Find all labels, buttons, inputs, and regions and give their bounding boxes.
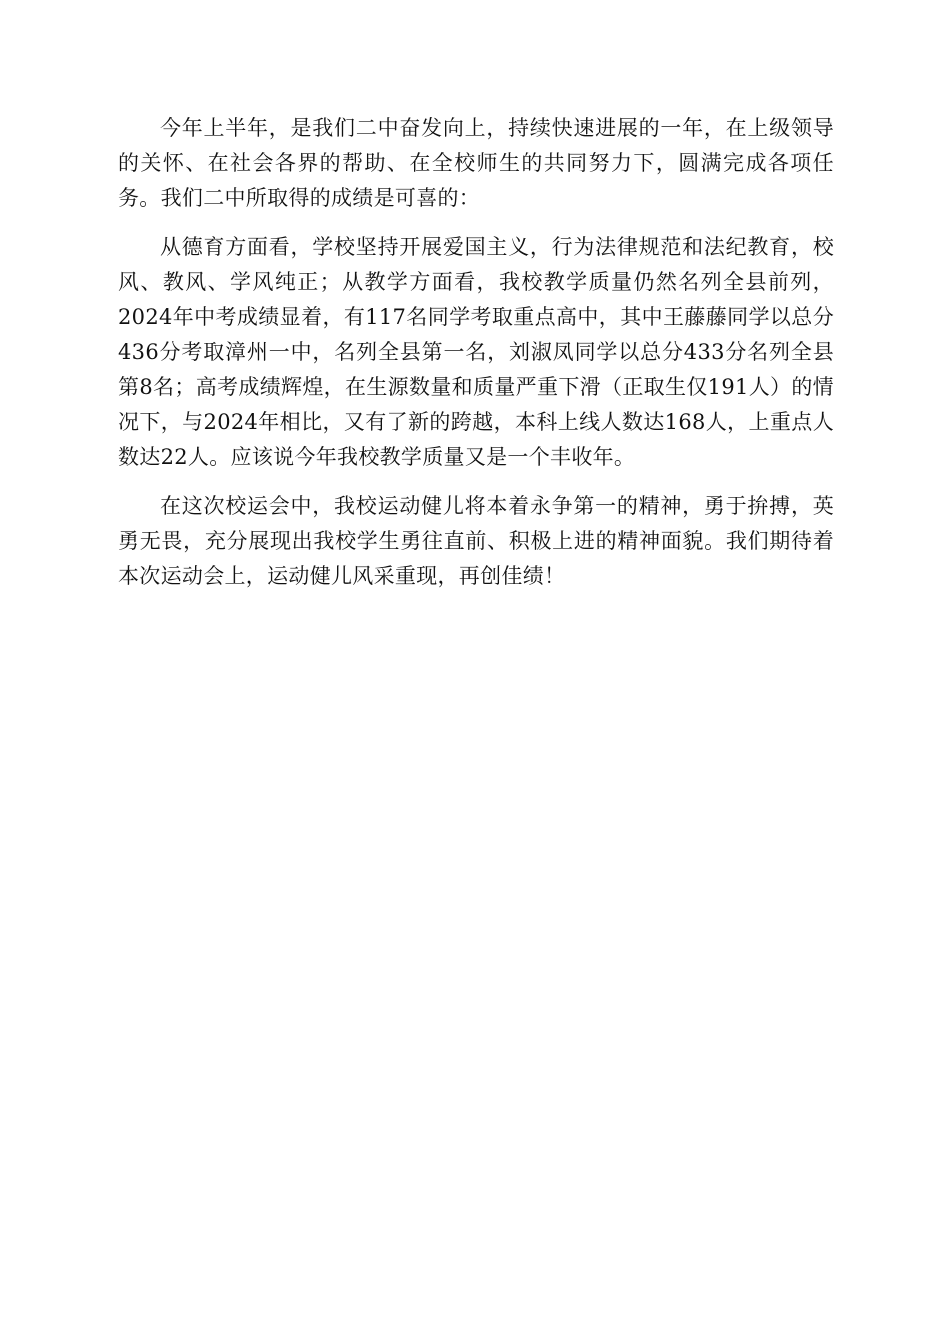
paragraph-achievements: 从德育方面看，学校坚持开展爱国主义，行为法律规范和法纪教育，校风、教风、学风纯正；从教学方面看，我校教学质量仍然名列全县前列，2024年中考成绩显着，有117名同学考取重点高中，其中王藤藤同学以总分436分考取漳州一中，名列全县第一名，刘淑凤同学以总分433分名列全县第8名；高考成绩辉煌，在生源数量和质量严重下滑（正取生仅191人）的情况下，与2024年相比，又有了新的跨越，本科上线人数达168人，上重点人数达22人。应该说今年我校教学质量又是一个丰收年。: [118, 235, 834, 469]
paragraph-intro: 今年上半年，是我们二中奋发向上，持续快速进展的一年，在上级领导的关怀、在社会各界的帮助、在全校师生的共同努力下，圆满完成各项任务。我们二中所取得的成绩是可喜的：: [118, 116, 834, 210]
paragraph-sports-meet: 在这次校运会中，我校运动健儿将本着永争第一的精神，勇于拚搏，英勇无畏，充分展现出我校学生勇往直前、积极上进的精神面貌。我们期待着本次运动会上，运动健儿风采重现，再创佳绩！: [118, 494, 834, 588]
document-page: [118, 111, 834, 594]
